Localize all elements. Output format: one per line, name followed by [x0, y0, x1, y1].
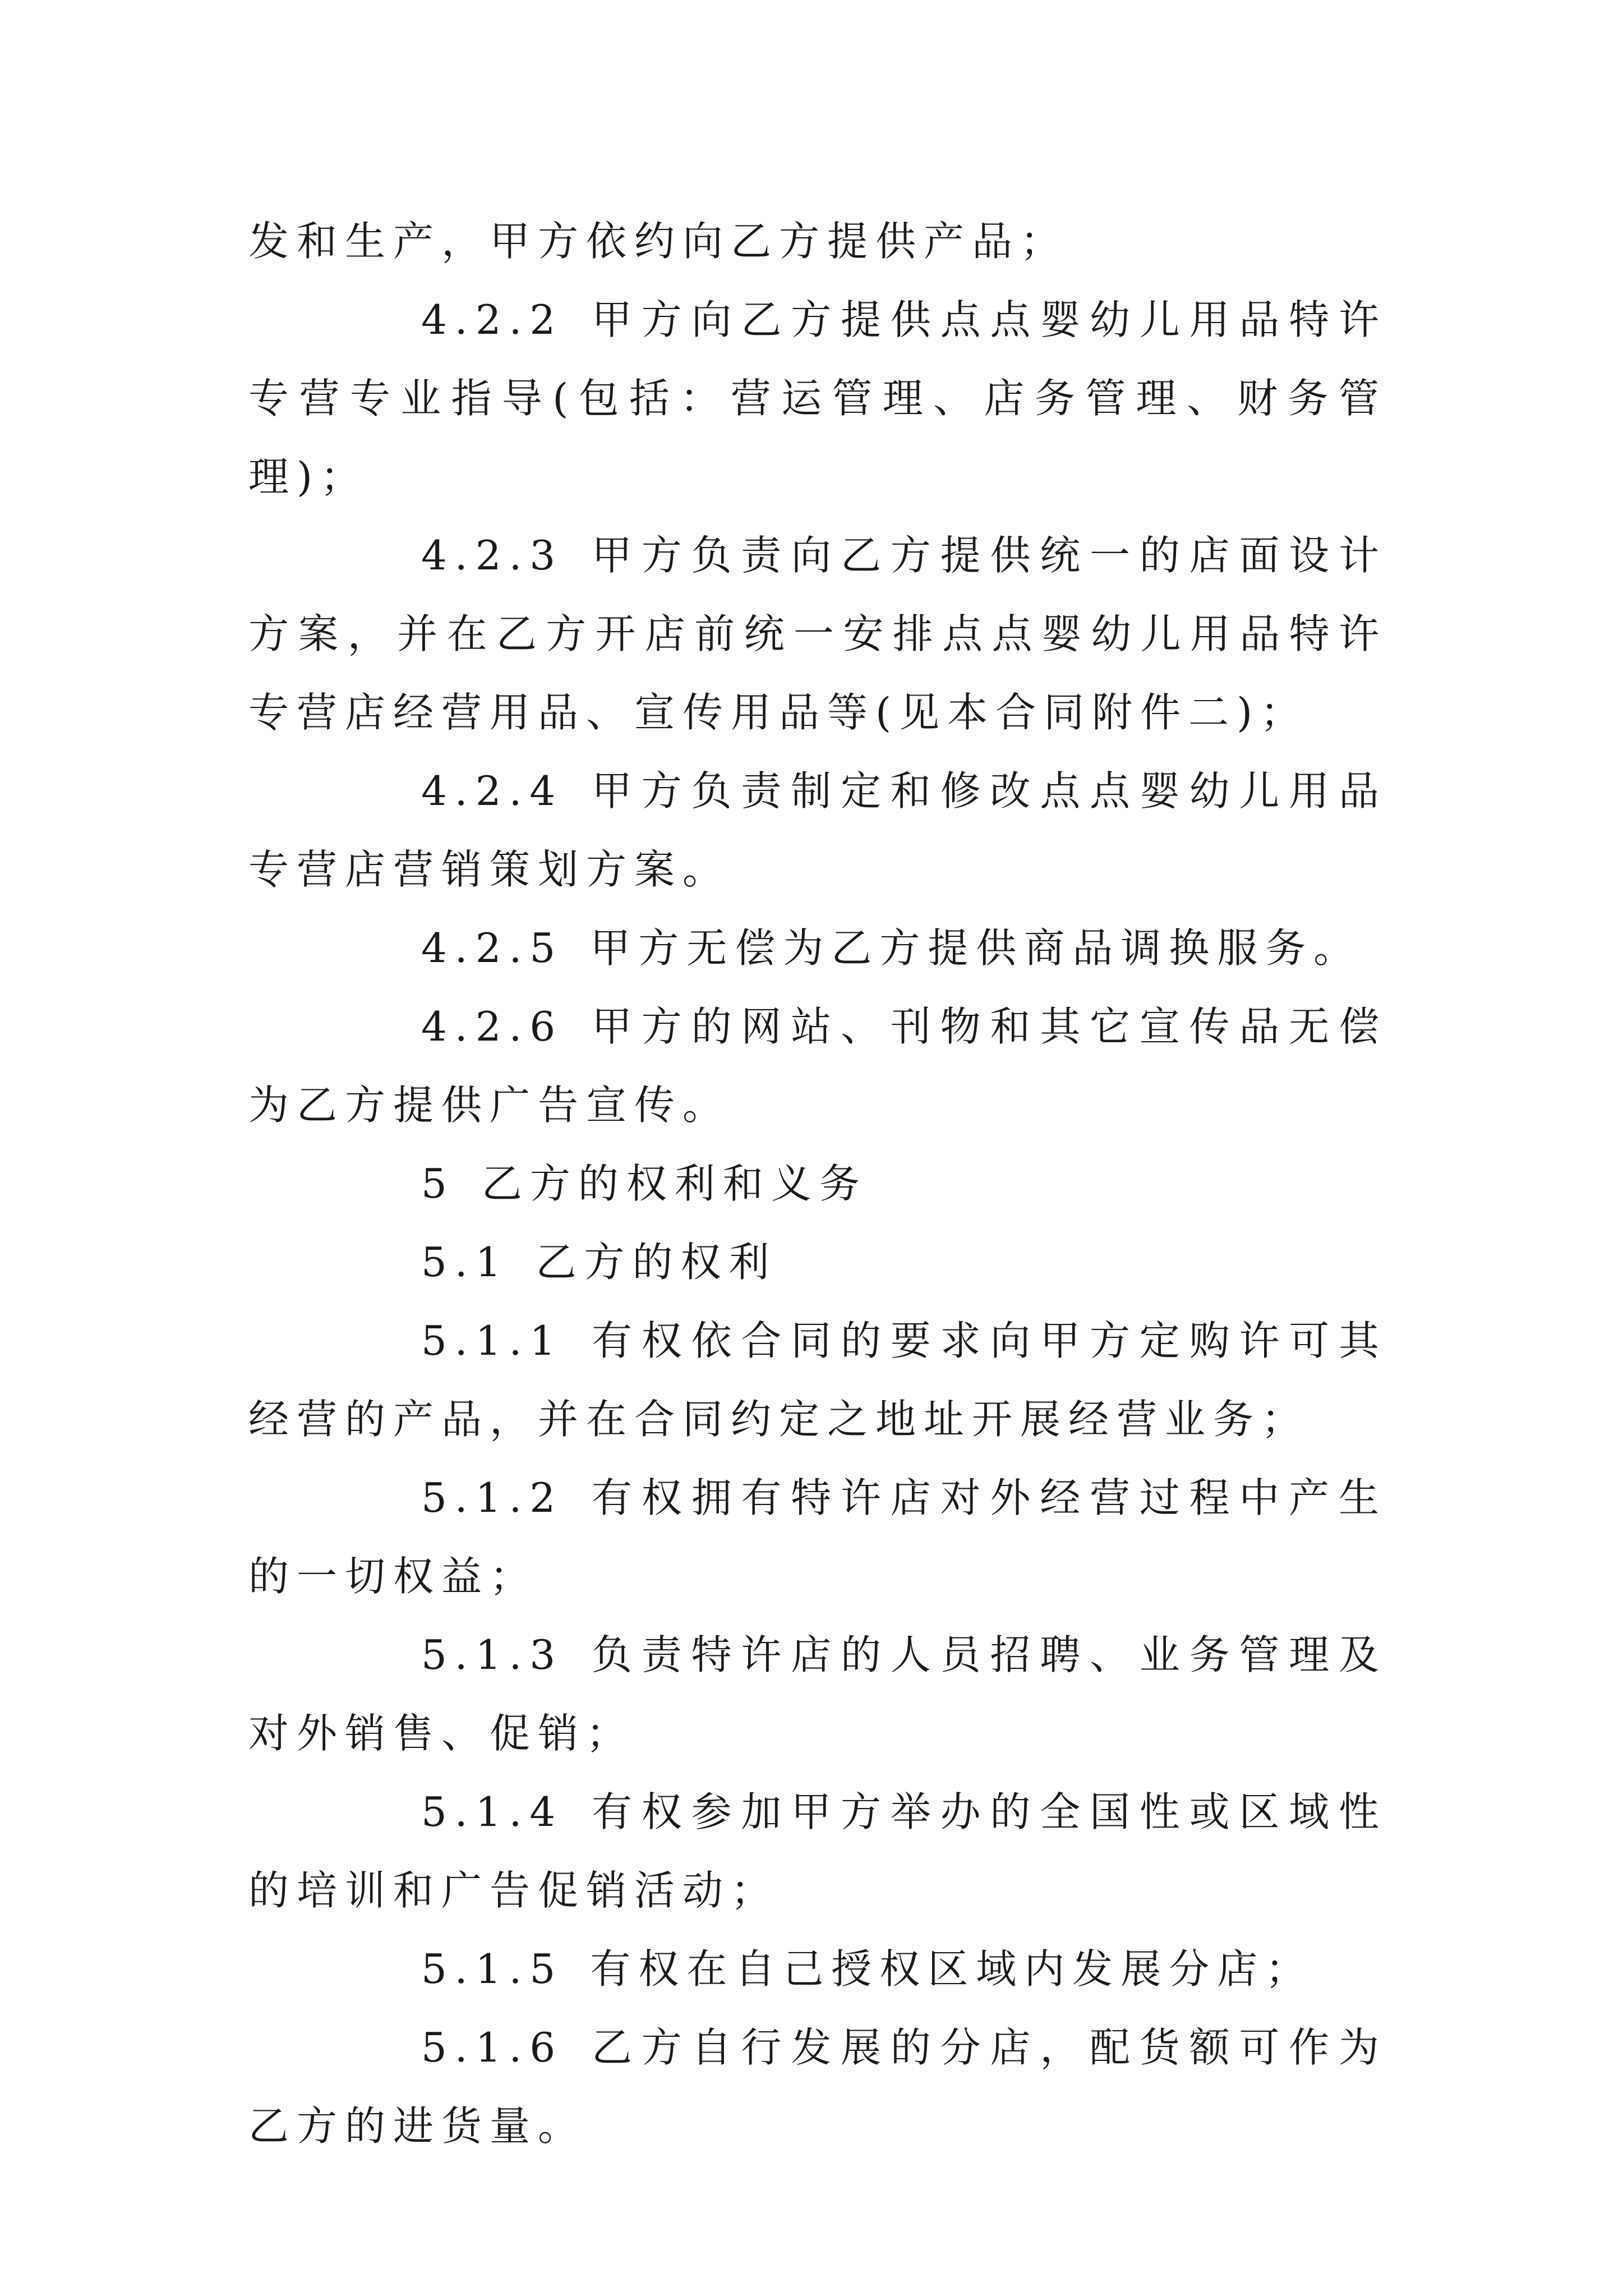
- clause-5-1-2: [248, 1458, 1387, 1616]
- paragraph-text: 发和生产，甲方依约向乙方提供产品；: [248, 218, 1069, 265]
- clause-text: 有权依合同的要求向甲方定购许可其经营的产品，并在合同约定之地址开展经营业务；: [248, 1317, 1387, 1443]
- section-title: 乙方的权利和义务: [481, 1160, 868, 1207]
- section-number: 5.1: [421, 1239, 509, 1286]
- clause-number: 5.1.1: [421, 1317, 564, 1364]
- clause-text: 有权在自己授权区域内发展分店；: [590, 1945, 1314, 1993]
- section-5-1-heading: [248, 1223, 1387, 1301]
- clause-number: 5.1.5: [421, 1945, 564, 1993]
- paragraph-continuation: [248, 202, 1387, 280]
- clause-4-2-4: [248, 752, 1387, 909]
- clause-4-2-5: [248, 909, 1387, 987]
- clause-text: 有权拥有特许店对外经营过程中产生的一切权益；: [248, 1474, 1387, 1600]
- clause-text: 有权参加甲方举办的全国性或区域性的培训和广告促销活动；: [248, 1788, 1387, 1914]
- clause-text: 乙方自行发展的分店，配货额可作为乙方的进货量。: [248, 2024, 1387, 2150]
- clause-text: 甲方负责向乙方提供统一的店面设计方案，并在乙方开店前统一安排点点婴幼儿用品特许专营店经营用品、宣传用品等(见本合同附件二)；: [248, 532, 1387, 736]
- clause-number: 5.1.3: [421, 1631, 564, 1678]
- section-number: 5: [421, 1160, 455, 1207]
- clause-text: 甲方的网站、刊物和其它宣传品无偿为乙方提供广告宣传。: [248, 1003, 1387, 1129]
- clause-number: 4.2.4: [421, 767, 564, 815]
- clause-number: 4.2.5: [421, 924, 564, 972]
- clause-5-1-3: [248, 1616, 1387, 1773]
- clause-number: 4.2.3: [421, 532, 564, 579]
- clause-number: 5.1.4: [421, 1788, 564, 1835]
- clause-text: 甲方负责制定和修改点点婴幼儿用品专营店营销策划方案。: [248, 767, 1387, 893]
- section-5-heading: [248, 1144, 1387, 1223]
- clause-5-1-6: [248, 2008, 1387, 2165]
- clause-5-1-4: [248, 1773, 1387, 1930]
- clause-text: 甲方无偿为乙方提供商品调换服务。: [590, 924, 1362, 972]
- clause-number: 4.2.6: [421, 1003, 564, 1050]
- clause-4-2-2: [248, 280, 1387, 516]
- clause-4-2-3: [248, 516, 1387, 752]
- clause-number: 5.1.2: [421, 1474, 564, 1521]
- clause-text: 负责特许店的人员招聘、业务管理及对外销售、促销；: [248, 1631, 1387, 1757]
- section-title: 乙方的权利: [536, 1239, 777, 1286]
- clause-number: 5.1.6: [421, 2024, 564, 2071]
- clause-text: 甲方向乙方提供点点婴幼儿用品特许专营专业指导(包括：营运管理、店务管理、财务管理)；: [248, 296, 1387, 500]
- document-body: [248, 202, 1387, 2165]
- clause-5-1-1: [248, 1301, 1387, 1458]
- clause-5-1-5: [248, 1930, 1387, 2008]
- clause-number: 4.2.2: [421, 296, 564, 343]
- clause-4-2-6: [248, 987, 1387, 1144]
